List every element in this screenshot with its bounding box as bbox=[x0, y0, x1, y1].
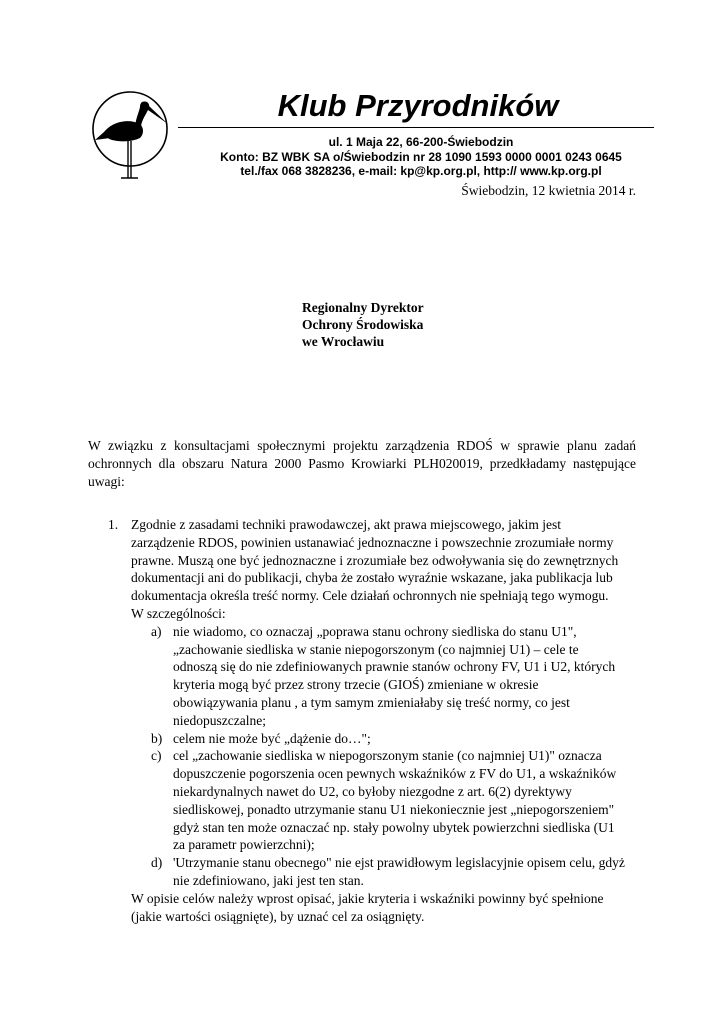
text-line: gdyż stan ten może oznaczać np. stały powolny ubytek powierzchni siedliska (U1 bbox=[173, 819, 615, 835]
text-line: 'Utrzymanie stanu obecnego" nie ejst prawidłowym legislacyjnie opisem celu, gdyż bbox=[173, 855, 625, 871]
text-line: dopuszczenie pogorszenia ocen pewnych wskaźników z FV do U1, a wskaźników bbox=[173, 766, 617, 782]
stork-logo-icon bbox=[90, 88, 170, 184]
text-line: odnoszą się do nie zdefiniowanych prawnie stanów ochrony FV, U1 i U2, których bbox=[173, 659, 616, 675]
sub-item-a bbox=[131, 623, 638, 730]
text-line: nie zdefiniowano, jaki jest ten stan. bbox=[173, 872, 364, 888]
text-line: dokumentacja określa treść normy. Cele działań ochronnych nie spełniają tego wymogu. bbox=[131, 588, 609, 604]
sub-item-letter: a) bbox=[151, 623, 162, 639]
intro-paragraph: W związku z konsultacjami społecznymi projektu zarządzenia RDOŚ w sprawie planu zadań ochronnych dla obszaru Natura 2000 Pasmo Krowiarki PLH020019, przedkładamy następujące uwagi: bbox=[88, 438, 636, 489]
header-divider bbox=[178, 127, 654, 128]
club-name-heading: Klub Przyrodników bbox=[277, 88, 559, 123]
text-line: „zachowanie siedliska w stanie niepogorszonym (co najmniej U1) – cele te bbox=[173, 641, 579, 657]
recipient-line: we Wrocławiu bbox=[302, 334, 385, 349]
text-line: obowiązywania planu , a tym samym zmieniałaby się treść normy, co jest bbox=[173, 694, 570, 710]
text-line: kryteria mogą być przez strony trzecie (GIOŚ) zmieniane w okresie bbox=[173, 677, 539, 693]
numbered-point bbox=[108, 516, 638, 925]
club-address: ul. 1 Maja 22, 66-200-Świebodzin bbox=[328, 135, 514, 149]
sub-item-letter: c) bbox=[151, 748, 162, 764]
text-line: W szczególności: bbox=[131, 605, 226, 621]
contact-info: tel./fax 068 3828236, e-mail: kp@kp.org.pl, http:// www.kp.org.pl bbox=[240, 164, 602, 178]
sub-item-c bbox=[131, 747, 638, 854]
sub-item-letter: d) bbox=[151, 855, 163, 871]
text-line: niedopuszczalne; bbox=[173, 712, 266, 728]
text-line: nie wiadomo, co oznaczaj „poprawa stanu ochrony siedliska do stanu U1", bbox=[173, 623, 577, 639]
text-line: zarządzenie RDOS, powinien ustanawiać jednoznaczne i powszechnie zrozumiałe normy bbox=[131, 534, 614, 550]
sub-item-d bbox=[131, 854, 638, 890]
text-line: niekardynalnych nawet do U2, co byłoby niezgodne z art. 6(2) dyrektywy bbox=[173, 783, 572, 799]
text-line: Zgodnie z zasadami techniki prawodawczej, akt prawa miejscowego, jakim jest bbox=[131, 517, 561, 532]
recipient-line: Ochrony Środowiska bbox=[302, 317, 424, 332]
text-line: dokumentacji ani do publikacji, chyba że zostało wyraźnie wskazane, jaka publikacja lub bbox=[131, 570, 613, 586]
recipient-line: Regionalny Dyrektor bbox=[302, 300, 424, 315]
point-number: 1. bbox=[108, 517, 119, 532]
text-line: cel „zachowanie siedliska w niepogorszonym stanie (co najmniej U1)" oznacza bbox=[173, 748, 602, 764]
text-line: za parametr powierzchni); bbox=[173, 837, 315, 853]
sub-item-b bbox=[131, 730, 638, 748]
text-line: siedliskowej, ponadto utrzymanie stanu U1 niekoniecznie jest „niepogorszeniem" bbox=[173, 801, 615, 817]
text-line: prawne. Muszą one być jednoznaczne i zrozumiałe bez odwoływania się do zewnętrznych bbox=[131, 552, 619, 568]
text-line: W opisie celów należy wprost opisać, jakie kryteria i wskaźniki powinny być spełnione bbox=[131, 890, 604, 906]
point-body bbox=[131, 516, 638, 925]
bank-account: Konto: BZ WBK SA o/Świebodzin nr 28 1090 1593 0000 0001 0243 0645 bbox=[220, 150, 622, 164]
text-line: celem nie może być „dążenie do…"; bbox=[173, 730, 371, 746]
text-line: (jakie wartości osiągnięte), by uznać cel za osiągnięty. bbox=[131, 908, 425, 924]
sub-item-letter: b) bbox=[151, 730, 163, 746]
letter-date: Świebodzin, 12 kwietnia 2014 r. bbox=[461, 183, 636, 198]
recipient-block bbox=[302, 299, 424, 350]
